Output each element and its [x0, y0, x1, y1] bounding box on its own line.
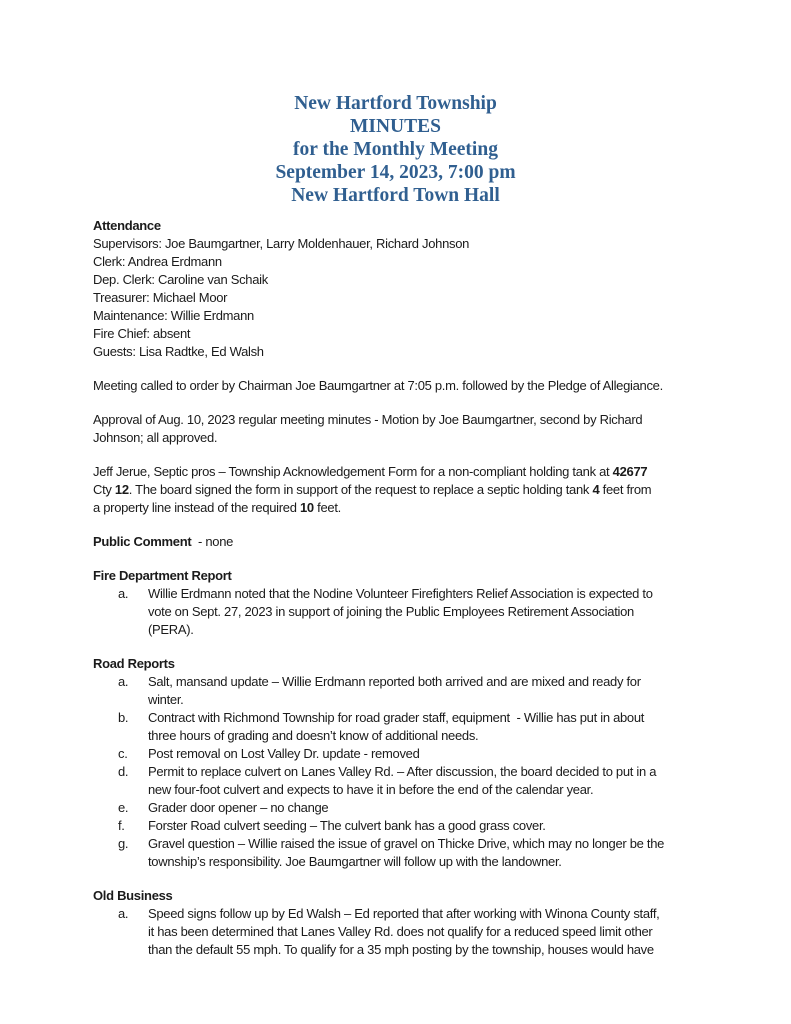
attendance-line: Fire Chief: absent — [93, 326, 191, 341]
list-item-text — [148, 817, 731, 835]
text-segment: feet. — [313, 500, 341, 515]
list-item-label: g. — [118, 836, 129, 851]
text-line: (PERA). — [148, 622, 194, 637]
list-item-label: a. — [118, 906, 129, 921]
list-item — [93, 585, 731, 639]
text-segment-bold: 12 — [114, 482, 129, 497]
text-line — [93, 481, 731, 499]
list-item — [93, 763, 731, 799]
text-segment: feet from — [599, 482, 652, 497]
title-line: New Hartford Township — [294, 93, 497, 114]
attendance-section — [93, 217, 731, 361]
text-line: Contract with Richmond Township for road grader staff, equipment - Willie has put in about — [148, 710, 645, 725]
text-line: Grader door opener – no change — [148, 800, 329, 815]
text-line — [93, 533, 731, 551]
title-line: September 14, 2023, 7:00 pm — [275, 162, 516, 183]
text-line: than the default 55 mph. To qualify for a 35 mph posting by the township, houses would have — [148, 942, 654, 957]
list-item-text — [148, 673, 731, 709]
text-line: Speed signs follow up by Ed Walsh – Ed reported that after working with Winona County staff, — [148, 906, 660, 921]
list-item-label: e. — [118, 800, 129, 815]
list-item — [93, 817, 731, 835]
title-line: for the Monthly Meeting — [293, 139, 498, 160]
list-item-label: f. — [118, 818, 125, 833]
text-line: Gravel question – Willie raised the issue of gravel on Thicke Drive, which may no longer be the — [148, 836, 665, 851]
list-item-text — [148, 709, 731, 745]
list-item-text — [148, 763, 731, 799]
list-item-text — [148, 835, 731, 871]
list-item — [93, 799, 731, 817]
attendance-heading: Attendance — [93, 218, 161, 233]
public-comment-text: - none — [191, 534, 234, 549]
public-comment-section — [93, 533, 731, 551]
attendance-line: Dep. Clerk: Caroline van Schaik — [93, 272, 268, 287]
text-line: Salt, mansand update – Willie Erdmann reported both arrived and are mixed and ready for — [148, 674, 641, 689]
title-line: New Hartford Town Hall — [291, 185, 500, 206]
list-item-text — [148, 799, 731, 817]
list-item — [93, 835, 731, 871]
list-item-label: b. — [118, 710, 129, 725]
list-item-label: d. — [118, 764, 129, 779]
list-item-label: c. — [118, 746, 128, 761]
text-segment: . The board signed the form in support of the request to replace a septic holding tank — [128, 482, 593, 497]
text-line: Willie Erdmann noted that the Nodine Volunteer Firefighters Relief Association is expected to — [148, 586, 653, 601]
list-item-label: a. — [118, 586, 129, 601]
list-item — [93, 745, 731, 763]
text-segment-bold: 42677 — [612, 464, 648, 479]
text-line: Forster Road culvert seeding – The culvert bank has a good grass cover. — [148, 818, 546, 833]
text-line: Meeting called to order by Chairman Joe Baumgartner at 7:05 p.m. followed by the Pledge of Allegiance. — [93, 378, 663, 393]
text-line: Post removal on Lost Valley Dr. update - removed — [148, 746, 420, 761]
public-comment-heading: Public Comment — [93, 534, 192, 549]
old-business-heading: Old Business — [93, 888, 173, 903]
text-segment: Jeff Jerue, Septic pros – Township Acknowledgement Form for a non-compliant holding tank at — [93, 464, 613, 479]
attendance-line: Clerk: Andrea Erdmann — [93, 254, 222, 269]
attendance-line: Treasurer: Michael Moor — [93, 290, 228, 305]
text-segment-bold: 10 — [299, 500, 314, 515]
text-line: three hours of grading and doesn’t know of additional needs. — [148, 728, 479, 743]
text-segment: a property line instead of the required — [93, 500, 300, 515]
text-line: it has been determined that Lanes Valley Rd. does not qualify for a reduced speed limit other — [148, 924, 653, 939]
text-line: Johnson; all approved. — [93, 430, 218, 445]
list-item — [93, 709, 731, 745]
list-item-label: a. — [118, 674, 129, 689]
text-segment: Cty — [93, 482, 115, 497]
text-line — [93, 463, 731, 481]
text-line — [93, 499, 731, 517]
text-line: vote on Sept. 27, 2023 in support of joining the Public Employees Retirement Association — [148, 604, 634, 619]
list-item — [93, 905, 731, 959]
list-item-text — [148, 585, 731, 639]
text-line: township’s responsibility. Joe Baumgartner will follow up with the landowner. — [148, 854, 562, 869]
text-line: new four-foot culvert and expects to have it in before the end of the calendar year. — [148, 782, 594, 797]
fire-department-heading: Fire Department Report — [93, 568, 232, 583]
document-title-block — [93, 92, 698, 207]
paragraph-minutes-approval — [93, 411, 731, 447]
attendance-line: Supervisors: Joe Baumgartner, Larry Moldenhauer, Richard Johnson — [93, 236, 470, 251]
text-line: Approval of Aug. 10, 2023 regular meeting minutes - Motion by Joe Baumgartner, second by Richard — [93, 412, 643, 427]
text-line: winter. — [148, 692, 184, 707]
list-item-text — [148, 745, 731, 763]
old-business-section — [93, 887, 731, 959]
fire-department-section — [93, 567, 731, 639]
title-line: MINUTES — [349, 116, 442, 137]
text-line: Permit to replace culvert on Lanes Valley Rd. – After discussion, the board decided to put in a — [148, 764, 657, 779]
attendance-line: Maintenance: Willie Erdmann — [93, 308, 254, 323]
paragraph-called-to-order — [93, 377, 731, 395]
road-reports-heading: Road Reports — [93, 656, 175, 671]
list-item-text — [148, 905, 731, 959]
road-reports-section — [93, 655, 731, 871]
attendance-line: Guests: Lisa Radtke, Ed Walsh — [93, 344, 264, 359]
text-segment-bold: 4 — [592, 482, 600, 497]
list-item — [93, 673, 731, 709]
paragraph-septic-acknowledgement — [93, 463, 731, 517]
